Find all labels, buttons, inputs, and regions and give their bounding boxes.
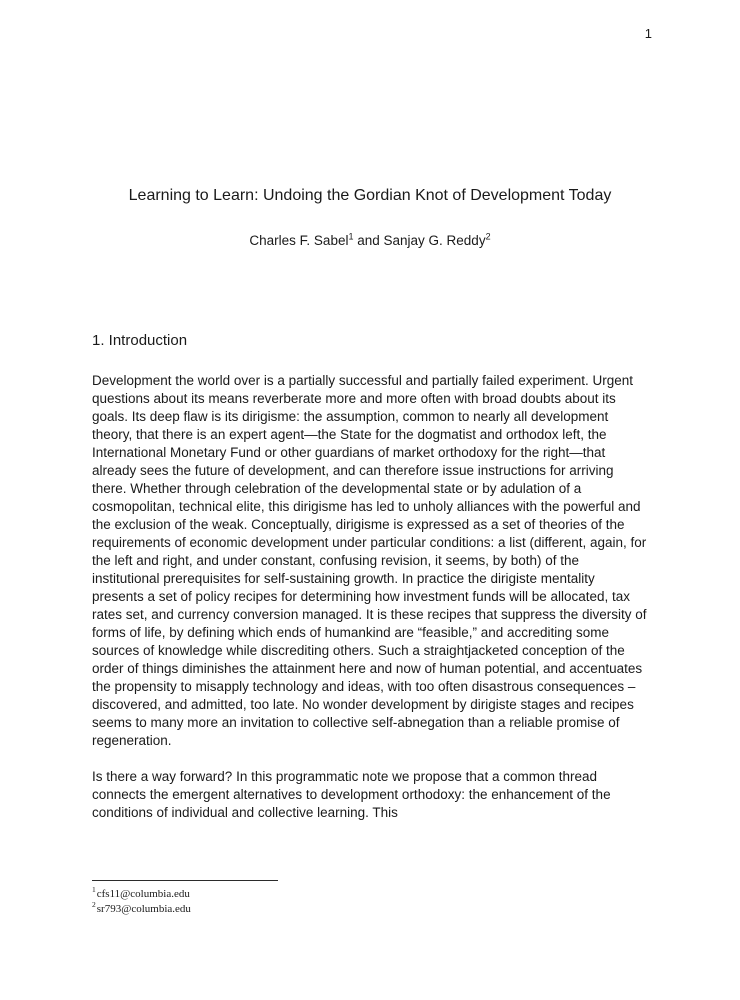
- footnote-2-marker: 2: [92, 900, 96, 910]
- footnote-1-marker: 1: [92, 885, 96, 895]
- page-number: 1: [644, 26, 652, 41]
- footnote-2-text: sr793@columbia.edu: [96, 903, 191, 915]
- paragraph-introduction-2: Is there a way forward? In this programmatic note we propose that a common thread connects the emergent alternatives to development orthodoxy: the enhancement of the conditions of individual and collective learning. This: [92, 769, 611, 820]
- footnotes-area: [92, 880, 648, 917]
- footnote-1: [92, 887, 648, 902]
- page-content: [92, 0, 648, 822]
- section-heading-introduction: 1. Introduction: [92, 332, 188, 349]
- paper-title: Learning to Learn: Undoing the Gordian Knot of Development Today: [128, 187, 612, 204]
- paragraph-introduction-1: Development the world over is a partially successful and partially failed experiment. Urgent questions about its means reverberate more and more often with broad doubts about its goals. Its deep flaw is its dirigisme: the assumption, common to nearly all development theory, that there is an expert agent—the State for the dogmatist and orthodox left, the International Monetary Fund or other guardians of market orthodoxy for the right—that already sees the future of development, and can therefore issue instructions for arriving there. Whether through celebration of the developmental state or by adulation of a cosmopolitan, technical elite, this dirigisme has led to unholy alliances with the powerful and the exclusion of the weak. Conceptually, dirigisme is expressed as a set of theories of the requirements of economic development under particular conditions: a list (different, again, for the left and right, and under constant, confusing revision, it seems, by both) of the institutional prerequisites for self-sustaining growth. In practice the dirigiste mentality presents a set of policy recipes for determining how investment funds will be allocated, tax rates set, and currency conversion managed. It is these recipes that suppress the diversity of forms of life, by defining which ends of humankind are “feasible,” and accrediting some sources of knowledge while discrediting others. Such a straightjacketed conception of the order of things diminishes the attainment here and now of human potential, and accentuates the propensity to misapply technology and ideas, with too often disastrous consequences – discovered, and admitted, too late. No wonder development by dirigiste stages and recipes seems to many more an invitation to collective self-abnegation than a reliable promise of regeneration.: [92, 373, 647, 748]
- authors-line: [92, 232, 648, 249]
- footnote-1-text: cfs11@columbia.edu: [96, 888, 190, 900]
- author-1-name: Charles F. Sabel: [249, 233, 349, 248]
- footnote-2: [92, 902, 648, 917]
- author-2-name: Sanjay G. Reddy: [383, 233, 486, 248]
- author-1-footnote-ref: 1: [348, 231, 354, 242]
- author-2-footnote-ref: 2: [485, 231, 491, 242]
- authors-connector: and: [353, 233, 384, 248]
- footnote-separator-rule: [92, 880, 278, 881]
